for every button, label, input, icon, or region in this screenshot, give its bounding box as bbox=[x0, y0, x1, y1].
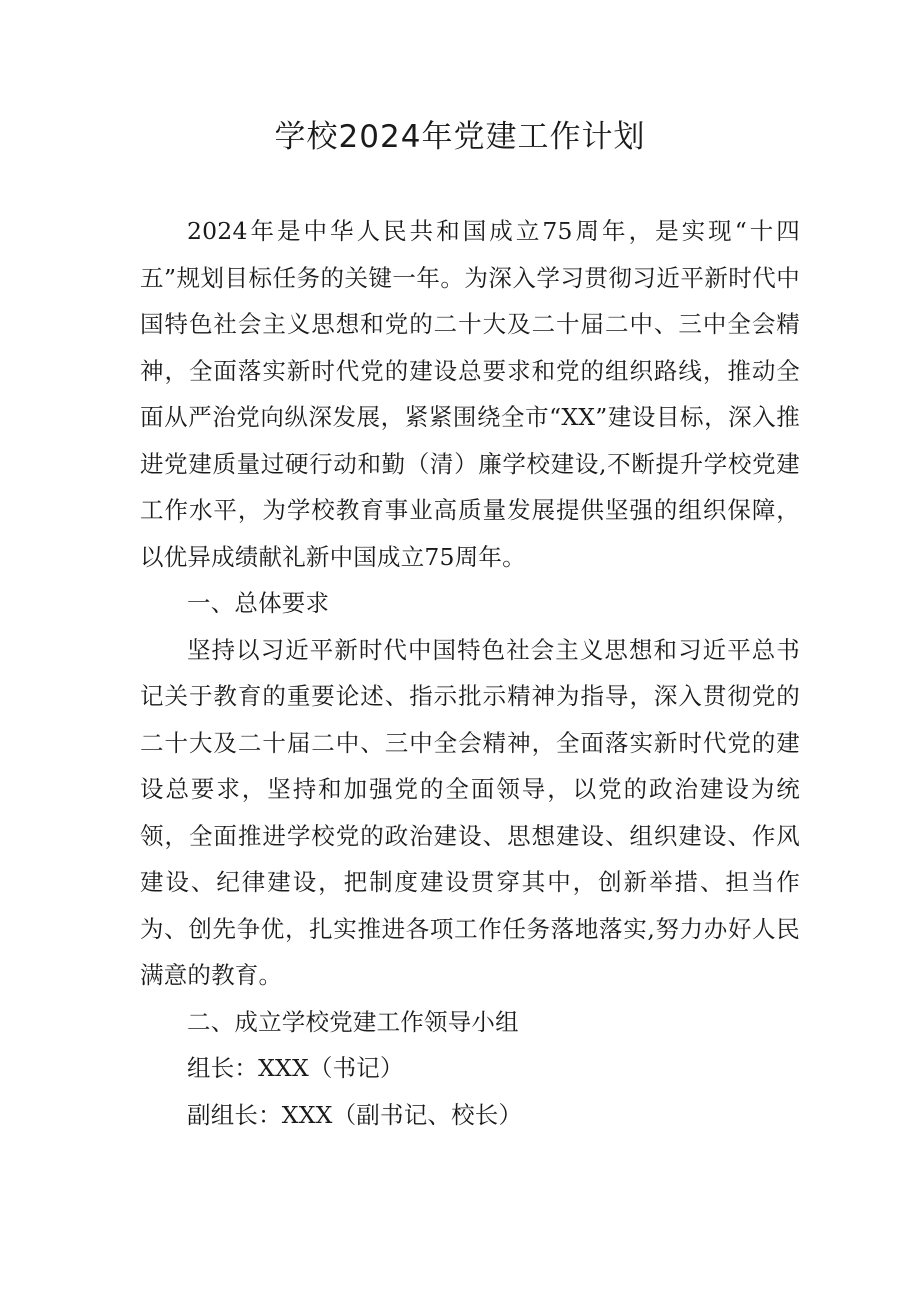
deputy-group-leader-line: 副组长：XXX（副书记、校长） bbox=[187, 1100, 523, 1129]
document-body bbox=[140, 208, 800, 1138]
section-heading-leadership-group: 二、成立学校党建工作领导小组 bbox=[187, 1007, 519, 1036]
document-title: 学校2024年党建工作计划 bbox=[274, 119, 646, 155]
intro-paragraph: 2024年是中华人民共和国成立75周年，是实现“十四五”规划目标任务的关键一年。为深入学习贯彻习近平新时代中国特色社会主义思想和党的二十大及二十届二中、三中全会精神，全面落实新时代党的建设总要求和党的组织路线，推动全面从严治党向纵深发展，紧紧围绕全市“XX”建设目标，深入推进党建质量过硬行动和勤（清）廉学校建设,不断提升学校党建工作水平，为学校教育事业高质量发展提供坚强的组织保障，以优异成绩献礼新中国成立75周年。 bbox=[140, 217, 800, 571]
section-heading-overall-requirements: 一、总体要求 bbox=[187, 589, 330, 617]
overall-requirements-paragraph: 坚持以习近平新时代中国特色社会主义思想和习近平总书记关于教育的重要论述、指示批示精神为指导，深入贯彻党的二十大及二十届二中、三中全会精神，全面落实新时代党的建设总要求，坚持和加强党的全面领导，以党的政治建设为统领，全面推进学校党的政治建设、思想建设、组织建设、作风建设、纪律建设，把制度建设贯穿其中，创新举措、担当作为、创先争优，扎实推进各项工作任务落地落实,努力办好人民满意的教育。 bbox=[140, 635, 800, 989]
group-leader-line: 组长：XXX（书记） bbox=[187, 1054, 404, 1082]
